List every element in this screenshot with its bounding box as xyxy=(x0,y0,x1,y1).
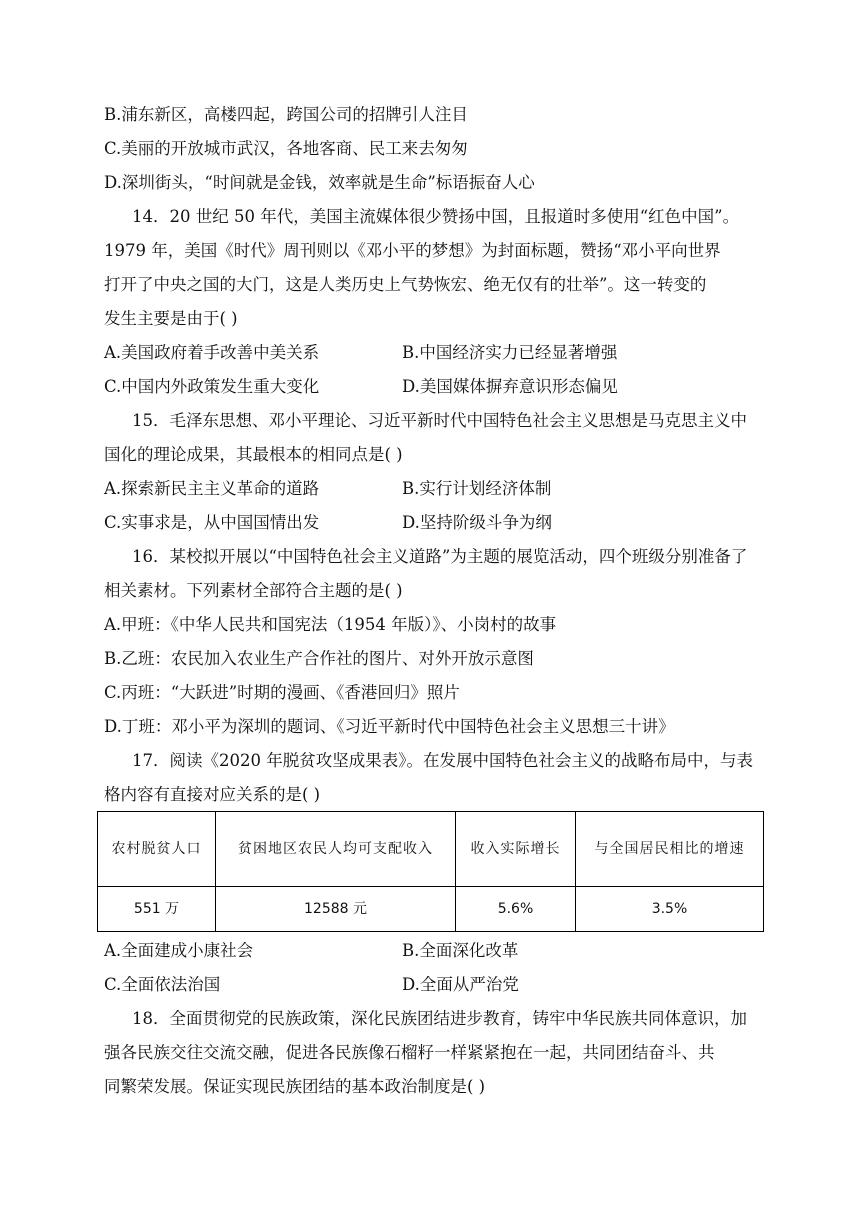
question-14-text: 14．20 世纪 50 年代，美国主流媒体很少赞扬中国，且报道时多使用“红色中国”。 xyxy=(132,207,740,226)
question-16-text: 相关素材。下列素材全部符合主题的是( ) xyxy=(104,581,403,600)
table-cell: 5.6% xyxy=(456,887,576,932)
table-cell: 3.5% xyxy=(576,887,764,932)
question-18-text: 强各民族交往交流交融，促进各民族像石榴籽一样紧紧抱在一起，共同团结奋斗、共 xyxy=(104,1043,715,1062)
table-cell: 12588 元 xyxy=(216,887,456,932)
option-b-line: B.浦东新区，高楼四起，跨国公司的招牌引人注目 xyxy=(104,105,468,124)
question-17-option-d: D.全面从严治党 xyxy=(402,975,519,994)
table-cell: 551 万 xyxy=(98,887,216,932)
question-18-text: 同繁荣发展。保证实现民族团结的基本政治制度是( ) xyxy=(104,1077,486,1096)
question-14-text: 打开了中央之国的大门，这是人类历史上气势恢宏、绝无仅有的壮举”。这一转变的 xyxy=(104,275,707,294)
option-d-line: D.深圳街头，“时间就是金钱，效率就是生命”标语振奋人心 xyxy=(104,173,535,192)
question-14-option-c: C.中国内外政策发生重大变化 xyxy=(104,377,320,396)
option-c-line: C.美丽的开放城市武汉，各地客商、民工来去匆匆 xyxy=(104,139,468,158)
question-14-option-d: D.美国媒体摒弃意识形态偏见 xyxy=(402,377,618,396)
question-15-option-d: D.坚持阶级斗争为纲 xyxy=(402,513,552,532)
question-17-option-a: A.全面建成小康社会 xyxy=(104,941,254,960)
table-header-cell: 贫困地区农民人均可支配收入 xyxy=(216,812,456,887)
poverty-result-table xyxy=(97,811,764,932)
table-header-cell: 农村脱贫人口 xyxy=(98,812,216,887)
question-15-text: 15．毛泽东思想、邓小平理论、习近平新时代中国特色社会主义思想是马克思主义中 xyxy=(132,411,747,430)
question-17-text: 17．阅读《2020 年脱贫攻坚成果表》。在发展中国特色社会主义的战略布局中，与表 xyxy=(132,751,753,770)
question-14-text: 1979 年，美国《时代》周刊则以《邓小平的梦想》为封面标题，赞扬“邓小平向世界 xyxy=(104,241,721,260)
question-17-option-b: B.全面深化改革 xyxy=(402,941,519,960)
question-14-option-b: B.中国经济实力已经显著增强 xyxy=(402,343,618,362)
question-16-text: 16．某校拟开展以“中国特色社会主义道路”为主题的展览活动，四个班级分别准备了 xyxy=(132,547,748,566)
question-16-option-b: B.乙班：农民加入农业生产合作社的图片、对外开放示意图 xyxy=(104,649,534,668)
question-17-option-c: C.全面依法治国 xyxy=(104,975,221,994)
question-15-option-a: A.探索新民主主义革命的道路 xyxy=(104,479,320,498)
question-16-option-c: C.丙班：“大跃进”时期的漫画、《香港回归》照片 xyxy=(104,683,460,702)
question-14-text: 发生主要是由于( ) xyxy=(104,309,238,328)
question-15-option-c: C.实事求是，从中国国情出发 xyxy=(104,513,320,532)
question-16-option-a: A.甲班：《中华人民共和国宪法（1954 年版）》、小岗村的故事 xyxy=(104,615,557,634)
question-15-option-b: B.实行计划经济体制 xyxy=(402,479,552,498)
table-header-cell: 与全国居民相比的增速 xyxy=(576,812,764,887)
question-16-option-d: D.丁班：邓小平为深圳的题词、《习近平新时代中国特色社会主义思想三十讲》 xyxy=(104,717,675,736)
question-17-text: 格内容有直接对应关系的是( ) xyxy=(104,785,321,804)
question-18-text: 18．全面贯彻党的民族政策，深化民族团结进步教育，铸牢中华民族共同体意识，加 xyxy=(132,1009,747,1028)
question-14-option-a: A.美国政府着手改善中美关系 xyxy=(104,343,320,362)
question-15-text: 国化的理论成果，其最根本的相同点是( ) xyxy=(104,445,403,464)
table-header-cell: 收入实际增长 xyxy=(456,812,576,887)
